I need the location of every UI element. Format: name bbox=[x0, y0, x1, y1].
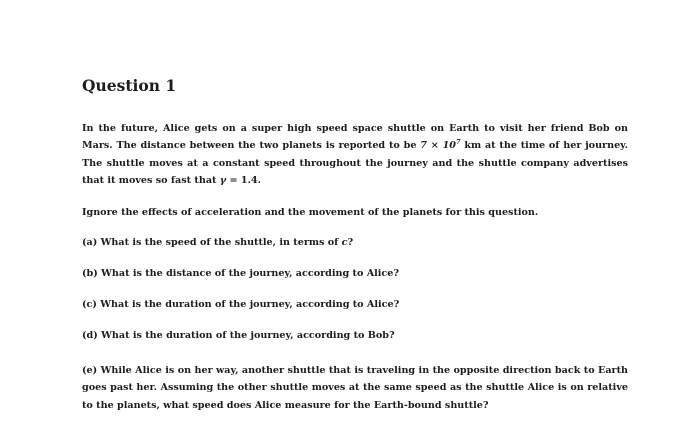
part-a-text: (a) What is the speed of the shuttle, in terms of bbox=[82, 237, 342, 248]
distance-exponent: 7 bbox=[455, 138, 461, 147]
part-e: (e) While Alice is on her way, another shuttle that is traveling in the opposite direction back to Earth goes past her. Assuming the other shuttle moves at the same speed as the shuttle Alice is on relative to the planets, what speed does Alice measure for the Earth-bound shuttle? bbox=[82, 365, 628, 411]
intro-text-1: In the future, Alice gets on a super high speed space shuttle on Earth to visit her friend Bob on Mars. The distance between the two planets is reported to be bbox=[82, 123, 628, 152]
gamma-value: = 1.4. bbox=[226, 175, 261, 187]
part-a bbox=[82, 234, 628, 251]
part-a-end: ? bbox=[347, 237, 354, 248]
distance-base: 7 × 10 bbox=[420, 140, 456, 152]
speed-of-light-symbol: c bbox=[341, 237, 348, 248]
part-d: (d) What is the duration of the journey, according to Bob? bbox=[82, 330, 395, 341]
part-c: (c) What is the duration of the journey, according to Alice? bbox=[82, 299, 400, 310]
ignore-instruction: Ignore the effects of acceleration and the movement of the planets for this question. bbox=[82, 207, 539, 218]
question-title: Question 1 bbox=[82, 76, 177, 95]
intro-paragraph bbox=[82, 120, 628, 190]
intro-text-2: km at the time of her journey. The shuttle moves at a constant speed throughout the journey and the shuttle company advertises that it moves so fast that bbox=[82, 140, 628, 187]
part-b: (b) What is the distance of the journey, according to Alice? bbox=[82, 268, 399, 279]
gamma-symbol: γ bbox=[219, 175, 227, 187]
distance-value bbox=[420, 140, 460, 151]
